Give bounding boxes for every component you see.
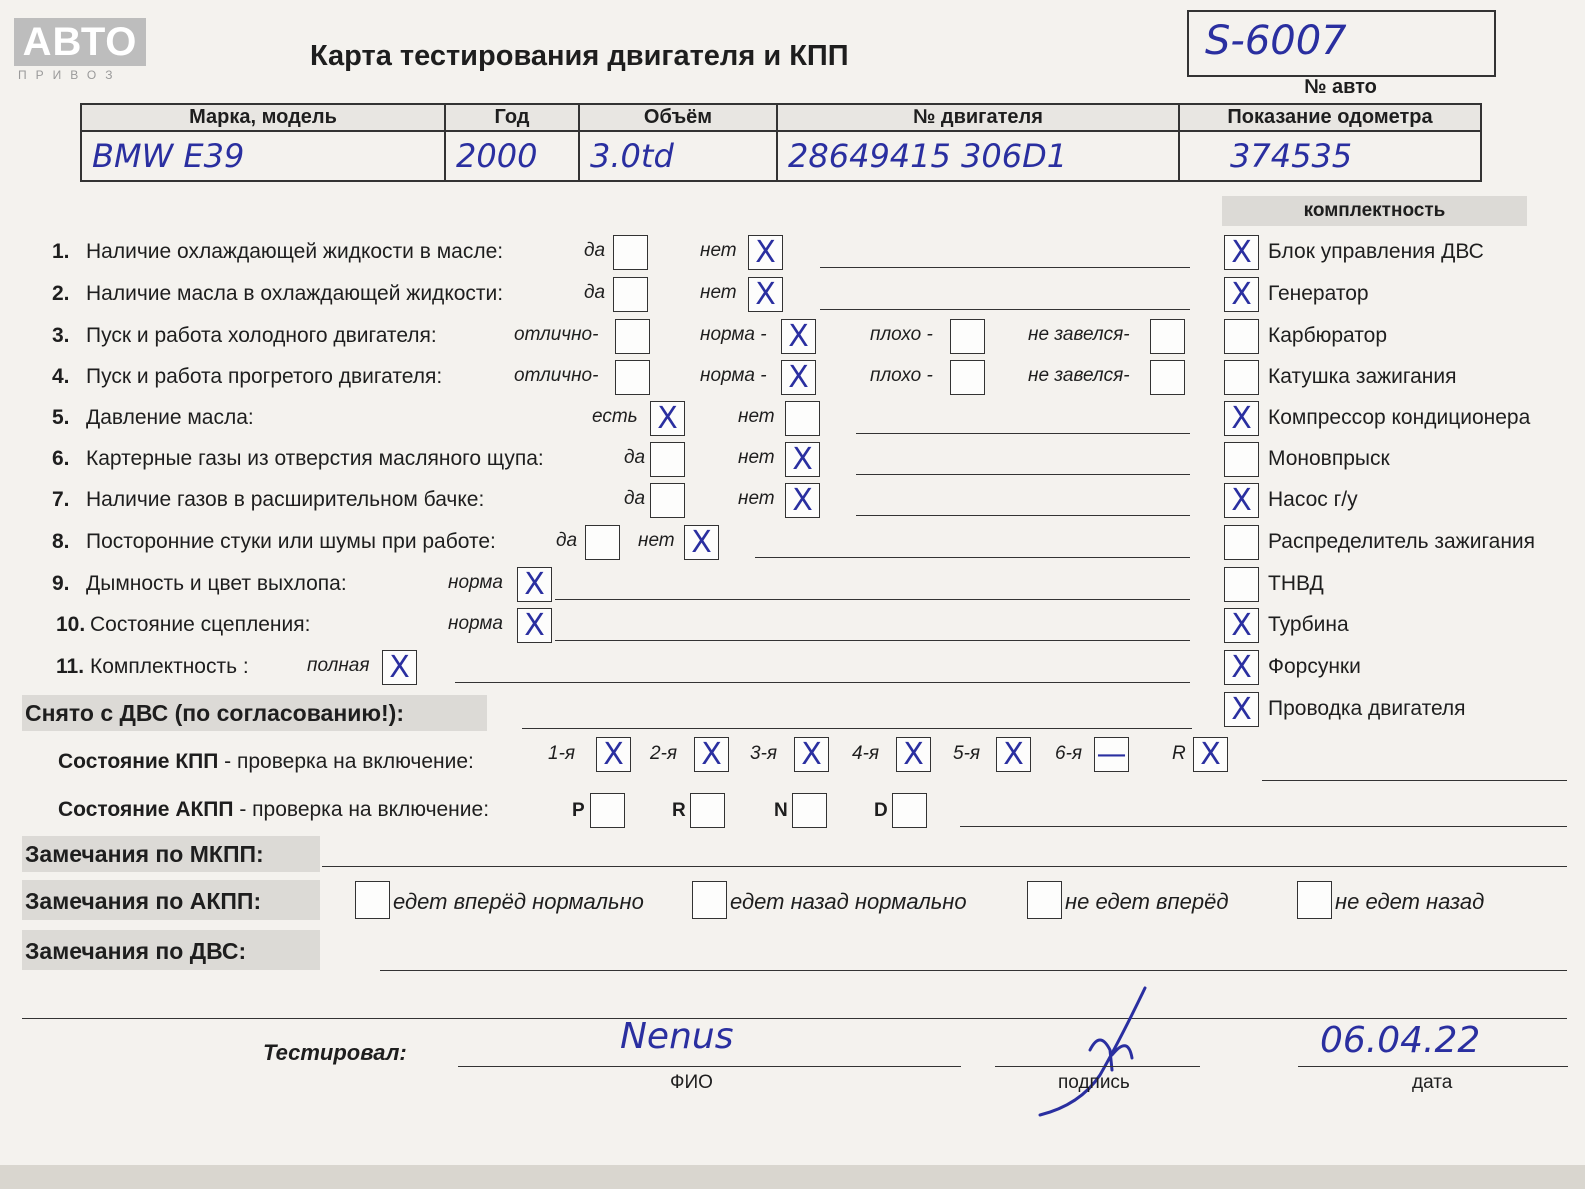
check-option-label: да (556, 530, 578, 551)
check-option-label: норма - (700, 324, 767, 345)
akpp-mode-box[interactable] (590, 793, 625, 828)
akpp-remark-label: едет вперёд нормально (393, 889, 644, 914)
removed-line (522, 728, 1192, 729)
akpp-remark-box[interactable] (355, 881, 390, 919)
check-label: Состояние сцепления: (90, 613, 311, 636)
check-label: Посторонние стуки или шумы при работе: (86, 530, 496, 553)
check-option-label: норма (448, 613, 503, 634)
check-option-label: полная (307, 655, 370, 676)
date-caption: дата (1412, 1072, 1453, 1093)
check-fill-line (555, 640, 1190, 641)
col-header-odometer: Показание одометра (1179, 104, 1481, 131)
kpp-label-rest: - проверка на включение: (218, 750, 474, 773)
completeness-checkbox[interactable] (1224, 319, 1259, 354)
kpp-gear-box[interactable]: X (694, 737, 729, 772)
tester-name: Nenus (620, 1016, 734, 1057)
check-option-box[interactable]: X (650, 401, 685, 436)
check-option-box[interactable] (613, 235, 648, 270)
akpp-mode-label: D (874, 800, 888, 821)
completeness-checkbox[interactable]: X (1224, 692, 1259, 727)
akpp-mode-box[interactable] (892, 793, 927, 828)
remarks-akpp-label: Замечания по АКПП: (25, 888, 262, 914)
akpp-mode-label: N (774, 800, 788, 821)
akpp-label-rest: - проверка на включение: (233, 798, 490, 821)
kpp-gear-label: R (1172, 743, 1186, 764)
value-odometer: 374535 (1179, 131, 1481, 181)
completeness-item-label: Генератор (1268, 282, 1369, 305)
col-header-year: Год (445, 104, 579, 131)
check-option-label: не завелся- (1028, 324, 1130, 345)
name-line (458, 1066, 961, 1067)
check-option-box[interactable] (1150, 319, 1185, 354)
completeness-checkbox[interactable] (1224, 442, 1259, 477)
page-title: Карта тестирования двигателя и КПП (310, 40, 849, 72)
completeness-item-label: Насос г/у (1268, 488, 1358, 511)
check-number: 11. (56, 655, 85, 678)
completeness-checkbox[interactable] (1224, 525, 1259, 560)
check-option-label: нет (738, 488, 775, 509)
check-label: Наличие масла в охлаждающей жидкости: (86, 282, 504, 305)
check-option-box[interactable]: X (748, 235, 783, 270)
check-fill-line (820, 309, 1190, 310)
check-number: 7. (52, 488, 70, 511)
kpp-gear-label: 2-я (650, 743, 678, 764)
check-option-box[interactable] (1150, 360, 1185, 395)
kpp-gear-label: 3-я (750, 743, 778, 764)
date-value: 06.04.22 (1320, 1020, 1481, 1061)
akpp-mode-box[interactable] (792, 793, 827, 828)
check-option-label: да (584, 240, 606, 261)
check-option-label: отлично- (514, 324, 599, 345)
remarks-dvs-line-1 (380, 970, 1567, 971)
completeness-item-label: Моновпрыск (1268, 447, 1390, 470)
completeness-item-label: Форсунки (1268, 655, 1361, 678)
completeness-item-label: Карбюратор (1268, 324, 1388, 347)
auto-number-value: S-6007 (1205, 18, 1347, 64)
akpp-label (58, 798, 489, 822)
akpp-remark-label: не едет назад (1335, 889, 1485, 914)
akpp-line (960, 826, 1567, 827)
check-label: Комплектность : (90, 655, 249, 678)
check-number: 9. (52, 572, 70, 595)
completeness-checkbox[interactable]: X (1224, 277, 1259, 312)
check-option-box[interactable]: X (517, 567, 552, 602)
check-option-label: норма (448, 572, 503, 593)
akpp-remark-box[interactable] (692, 881, 727, 919)
check-number: 3. (52, 324, 70, 347)
check-option-box[interactable]: X (382, 650, 417, 685)
check-fill-line (856, 433, 1190, 434)
logo: АВТО (14, 18, 146, 66)
check-label: Картерные газы из отверстия масляного щупа: (86, 447, 544, 470)
col-header-volume: Объём (579, 104, 777, 131)
check-number: 8. (52, 530, 70, 553)
value-year: 2000 (445, 131, 579, 181)
check-option-box[interactable] (615, 319, 650, 354)
remarks-mkpp-line (322, 866, 1567, 867)
check-fill-line (555, 599, 1190, 600)
check-label: Наличие газов в расширительном бачке: (86, 488, 485, 511)
remarks-dvs-label: Замечания по ДВС: (25, 938, 247, 964)
completeness-checkbox[interactable]: X (1224, 483, 1259, 518)
completeness-checkbox[interactable]: X (1224, 235, 1259, 270)
completeness-item-label: ТНВД (1268, 572, 1324, 595)
check-option-label: есть (592, 406, 638, 427)
kpp-label (58, 750, 474, 774)
kpp-gear-box[interactable]: X (896, 737, 931, 772)
col-header-model: Марка, модель (81, 104, 445, 131)
akpp-mode-box[interactable] (690, 793, 725, 828)
check-option-label: норма - (700, 365, 767, 386)
check-fill-line (755, 557, 1190, 558)
value-engine-number: 28649415 306D1 (777, 131, 1179, 181)
completeness-checkbox[interactable] (1224, 360, 1259, 395)
check-number: 5. (52, 406, 70, 429)
akpp-label-bold: Состояние АКПП (58, 798, 234, 821)
kpp-line (1262, 780, 1567, 781)
kpp-gear-label: 1-я (548, 743, 576, 764)
check-option-label: плохо - (870, 324, 933, 345)
akpp-remark-label: едет назад нормально (730, 889, 967, 914)
check-fill-line (856, 515, 1190, 516)
check-option-label: нет (700, 282, 737, 303)
check-option-label: да (624, 447, 646, 468)
check-fill-line (455, 682, 1190, 683)
completeness-item-label: Проводка двигателя (1268, 697, 1466, 720)
check-option-label: да (584, 282, 606, 303)
check-label: Пуск и работа прогретого двигателя: (86, 365, 443, 388)
completeness-checkbox[interactable]: X (1224, 401, 1259, 436)
kpp-label-bold: Состояние КПП (58, 750, 219, 773)
check-option-label: нет (738, 406, 775, 427)
check-option-box[interactable]: X (781, 360, 816, 395)
kpp-gear-box[interactable]: X (794, 737, 829, 772)
check-option-box[interactable] (950, 360, 985, 395)
completeness-checkbox[interactable]: X (1224, 650, 1259, 685)
value-model: BMW E39 (81, 131, 445, 181)
check-option-label: плохо - (870, 365, 933, 386)
check-label: Пуск и работа холодного двигателя: (86, 324, 437, 347)
completeness-item-label: Турбина (1268, 613, 1349, 636)
check-option-box[interactable]: X (785, 483, 820, 518)
check-number: 1. (52, 240, 70, 263)
date-line (1298, 1066, 1568, 1067)
check-label: Дымность и цвет выхлопа: (86, 572, 347, 595)
signature-caption: подпись (1058, 1072, 1130, 1093)
kpp-gear-box[interactable]: X (1193, 737, 1228, 772)
kpp-gear-box[interactable]: — (1094, 737, 1129, 772)
check-option-label: нет (700, 240, 737, 261)
completeness-item-label: Блок управления ДВС (1268, 240, 1484, 263)
akpp-remark-box[interactable] (1027, 881, 1062, 919)
check-number: 4. (52, 365, 70, 388)
name-caption: ФИО (670, 1072, 713, 1093)
completeness-item-label: Компрессор кондиционера (1268, 406, 1531, 429)
kpp-gear-box[interactable]: X (596, 737, 631, 772)
check-number: 2. (52, 282, 70, 305)
check-number: 10. (56, 613, 86, 636)
completeness-checkbox[interactable] (1224, 567, 1259, 602)
check-option-box[interactable] (615, 360, 650, 395)
check-option-box[interactable] (785, 401, 820, 436)
kpp-gear-box[interactable]: X (996, 737, 1031, 772)
akpp-mode-label: R (672, 800, 686, 821)
check-option-box[interactable] (585, 525, 620, 560)
logo-subtitle: ПРИВОЗ (18, 68, 122, 82)
check-number: 6. (52, 447, 70, 470)
akpp-remark-label: не едет вперёд (1065, 889, 1229, 914)
kpp-gear-label: 6-я (1055, 743, 1083, 764)
check-option-label: отлично- (514, 365, 599, 386)
remarks-dvs-line-2 (22, 1018, 1567, 1019)
check-option-box[interactable]: X (781, 319, 816, 354)
akpp-mode-label: P (572, 800, 585, 821)
value-volume: 3.0td (579, 131, 777, 181)
remarks-mkpp-label: Замечания по МКПП: (25, 841, 264, 867)
check-option-box[interactable] (650, 483, 685, 518)
completeness-item-label: Катушка зажигания (1268, 365, 1457, 388)
signature-drawing (1020, 980, 1190, 1120)
auto-number-label: № авто (1304, 76, 1377, 98)
akpp-remark-box[interactable] (1297, 881, 1332, 919)
completeness-item-label: Распределитель зажигания (1268, 530, 1536, 553)
signature-line (995, 1066, 1200, 1067)
check-fill-line (820, 267, 1190, 268)
check-option-label: нет (638, 530, 675, 551)
check-option-label: да (624, 488, 646, 509)
check-option-box[interactable]: X (517, 608, 552, 643)
check-option-label: нет (738, 447, 775, 468)
check-option-box[interactable]: X (748, 277, 783, 312)
check-fill-line (856, 474, 1190, 475)
col-header-engine-number: № двигателя (777, 104, 1179, 131)
completeness-title: комплектность (1222, 196, 1527, 226)
completeness-checkbox[interactable]: X (1224, 608, 1259, 643)
check-option-box[interactable]: X (785, 442, 820, 477)
check-option-box[interactable] (613, 277, 648, 312)
paper-edge (0, 1165, 1585, 1189)
kpp-gear-label: 5-я (953, 743, 981, 764)
check-option-box[interactable]: X (684, 525, 719, 560)
tested-label: Тестировал: (263, 1040, 407, 1065)
removed-label: Снято с ДВС (по согласованию!): (25, 700, 404, 726)
check-option-box[interactable] (950, 319, 985, 354)
check-option-box[interactable] (650, 442, 685, 477)
vehicle-info-table (80, 103, 1482, 182)
kpp-gear-label: 4-я (852, 743, 880, 764)
check-label: Давление масла: (86, 406, 254, 429)
check-label: Наличие охлаждающей жидкости в масле: (86, 240, 504, 263)
check-option-label: не завелся- (1028, 365, 1130, 386)
